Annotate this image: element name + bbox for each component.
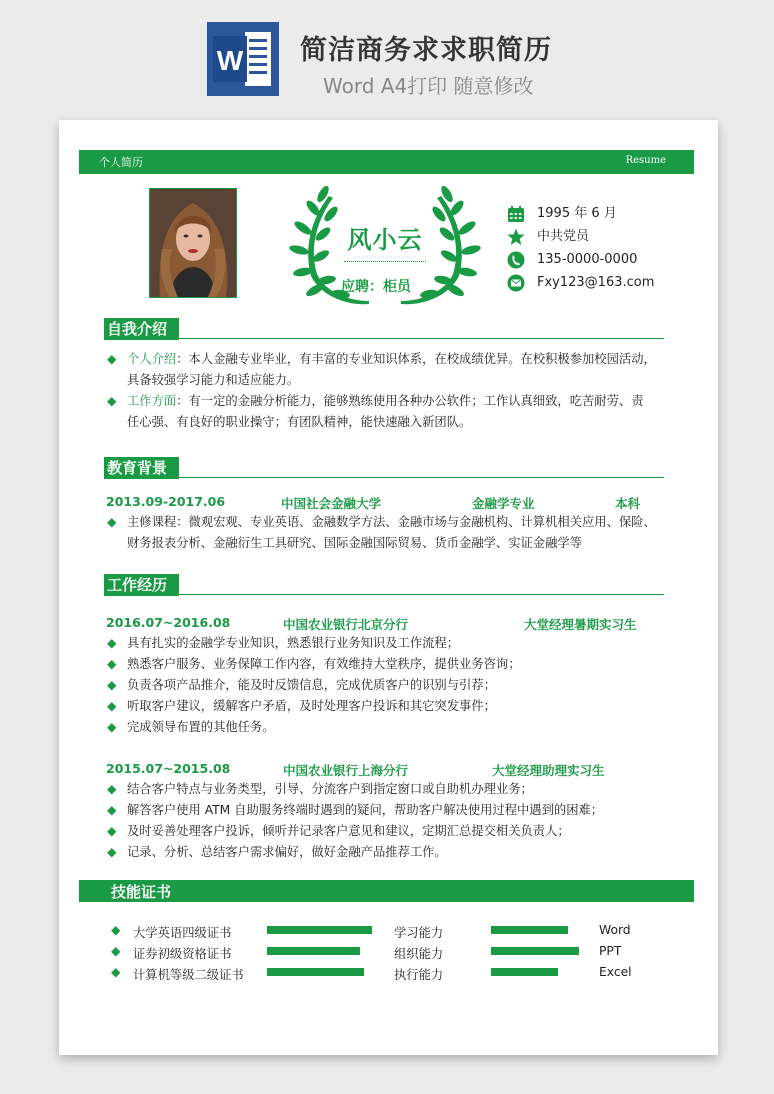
applied-position: 应聘：柜员 — [341, 279, 411, 295]
resume-page — [59, 120, 718, 1055]
edu-major: 金融学专业 — [472, 496, 535, 511]
star-icon — [507, 228, 525, 246]
ability-label: 执行能力 — [394, 968, 444, 982]
section-divider — [104, 338, 664, 339]
phone-text: 135-0000-0000 — [537, 252, 638, 267]
ability-label: 组织能力 — [394, 947, 444, 961]
cert-item: 证券初级资格证书 — [133, 947, 232, 961]
job1-date: 2016.07~2016.08 — [106, 615, 231, 630]
ability-level-bar — [267, 947, 360, 955]
job2-org: 中国农业银行上海分行 — [283, 763, 409, 778]
job1-item: 具有扎实的金融学专业知识，熟悉银行业务知识及工作流程； — [127, 636, 460, 650]
bullet-icon: ◆ — [107, 352, 117, 366]
section-intro-title: 自我介绍 — [104, 318, 179, 340]
software-label: PPT — [599, 944, 622, 958]
software-level-bar — [491, 947, 579, 955]
job2-item: 及时妥善处理客户投诉，倾听并记录客户意见和建议，定期汇总提交相关负责人； — [127, 824, 570, 838]
ability-level-bar — [267, 968, 364, 976]
bullet-icon: ◆ — [111, 923, 121, 937]
section-skills-title: 技能证书 — [111, 883, 172, 901]
promo-banner — [0, 0, 774, 110]
bullet-icon: ◆ — [107, 394, 117, 408]
job2-role: 大堂经理助理实习生 — [492, 763, 605, 778]
ability-label: 学习能力 — [394, 926, 444, 940]
banner-subtitle: Word A4打印 随意修改 — [323, 74, 534, 98]
name-divider — [344, 261, 426, 262]
intro-item-personal: 个人介绍：本人金融专业毕业，有丰富的专业知识体系，在校成绩优异。在校积极参加校园活动， 具备较强学习能力和适应能力。 — [127, 352, 656, 387]
job1-item: 熟悉客户服务、业务保障工作内容，有效维持大堂秩序，提供业务咨询； — [127, 657, 521, 671]
calendar-icon — [507, 205, 525, 223]
cert-item: 计算机等级二级证书 — [133, 968, 244, 982]
job1-org: 中国农业银行北京分行 — [283, 617, 409, 632]
job1-item: 完成领导布置的其他任务。 — [127, 720, 275, 734]
intro-item-work: 工作方面：有一定的金融分析能力，能够熟练使用各种办公软件；工作认真细致，吃苦耐劳、责 任心强、有良好的职业操守；有团队精神，能快速融入新团队。 — [127, 394, 644, 429]
banner-title: 简洁商务求求职简历 — [300, 35, 552, 66]
software-label: Word — [599, 923, 631, 937]
bullet-icon: ◆ — [107, 657, 117, 671]
software-level-bar — [491, 968, 558, 976]
section-divider — [104, 594, 664, 595]
job2-date: 2015.07~2015.08 — [106, 761, 231, 776]
bullet-icon: ◆ — [107, 824, 117, 838]
edu-date: 2013.09-2017.06 — [106, 494, 226, 509]
edu-degree: 本科 — [615, 496, 641, 511]
job2-item: 解答客户使用 ATM 自助服务终端时遇到的疑问，帮助客户解决使用过程中遇到的困难； — [127, 803, 604, 817]
header-right-label: Resume — [625, 155, 666, 166]
section-divider — [104, 477, 664, 478]
section-education-title: 教育背景 — [104, 457, 179, 479]
bullet-icon: ◆ — [107, 720, 117, 734]
bullet-icon: ◆ — [107, 845, 117, 859]
party-text: 中共党员 — [537, 229, 590, 244]
profile-photo — [149, 188, 237, 298]
edu-school: 中国社会金融大学 — [281, 496, 382, 511]
birth-text: 1995 年 6 月 — [537, 206, 617, 221]
bullet-icon: ◆ — [107, 515, 117, 529]
section-work-title: 工作经历 — [104, 574, 179, 596]
ability-level-bar — [267, 926, 372, 934]
software-label: Excel — [599, 965, 632, 979]
bullet-icon: ◆ — [107, 782, 117, 796]
mail-icon — [507, 274, 525, 292]
resume-header-bar — [79, 150, 694, 174]
bullet-icon: ◆ — [107, 803, 117, 817]
bullet-icon: ◆ — [111, 965, 121, 979]
bullet-icon: ◆ — [107, 699, 117, 713]
intro-label: 个人介绍 — [127, 352, 177, 366]
edu-courses: 主修课程：微观宏观、专业英语、金融数学方法、金融市场与金融机构、计算机相关应用、保险、 财务报表分析、金融衍生工具研究、国际金融国际贸易、货币金融学、实证金融学等 — [127, 515, 656, 550]
portrait-image — [150, 189, 236, 297]
candidate-name: 风小云 — [347, 226, 423, 254]
word-icon — [207, 22, 279, 96]
bullet-icon: ◆ — [107, 636, 117, 650]
section-skills-header — [79, 880, 694, 902]
email-text: Fxy123@163.com — [537, 275, 655, 290]
job1-item: 听取客户建议，缓解客户矛盾，及时处理客户投诉和其它突发事件； — [127, 699, 496, 713]
bullet-icon: ◆ — [111, 944, 121, 958]
job1-item: 负责各项产品推介，能及时反馈信息，完成优质客户的识别与引荐； — [127, 678, 496, 692]
bullet-icon: ◆ — [107, 678, 117, 692]
phone-icon — [507, 251, 525, 269]
svg-text:W: W — [216, 45, 244, 76]
cert-item: 大学英语四级证书 — [133, 926, 232, 940]
intro-label: 工作方面 — [127, 394, 177, 408]
job2-item: 结合客户特点与业务类型，引导、分流客户到指定窗口或自助机办理业务； — [127, 782, 533, 796]
job2-item: 记录、分析、总结客户需求偏好，做好金融产品推荐工作。 — [127, 845, 447, 859]
software-level-bar — [491, 926, 568, 934]
job1-role: 大堂经理暑期实习生 — [524, 617, 637, 632]
header-left-label: 个人简历 — [99, 156, 143, 169]
